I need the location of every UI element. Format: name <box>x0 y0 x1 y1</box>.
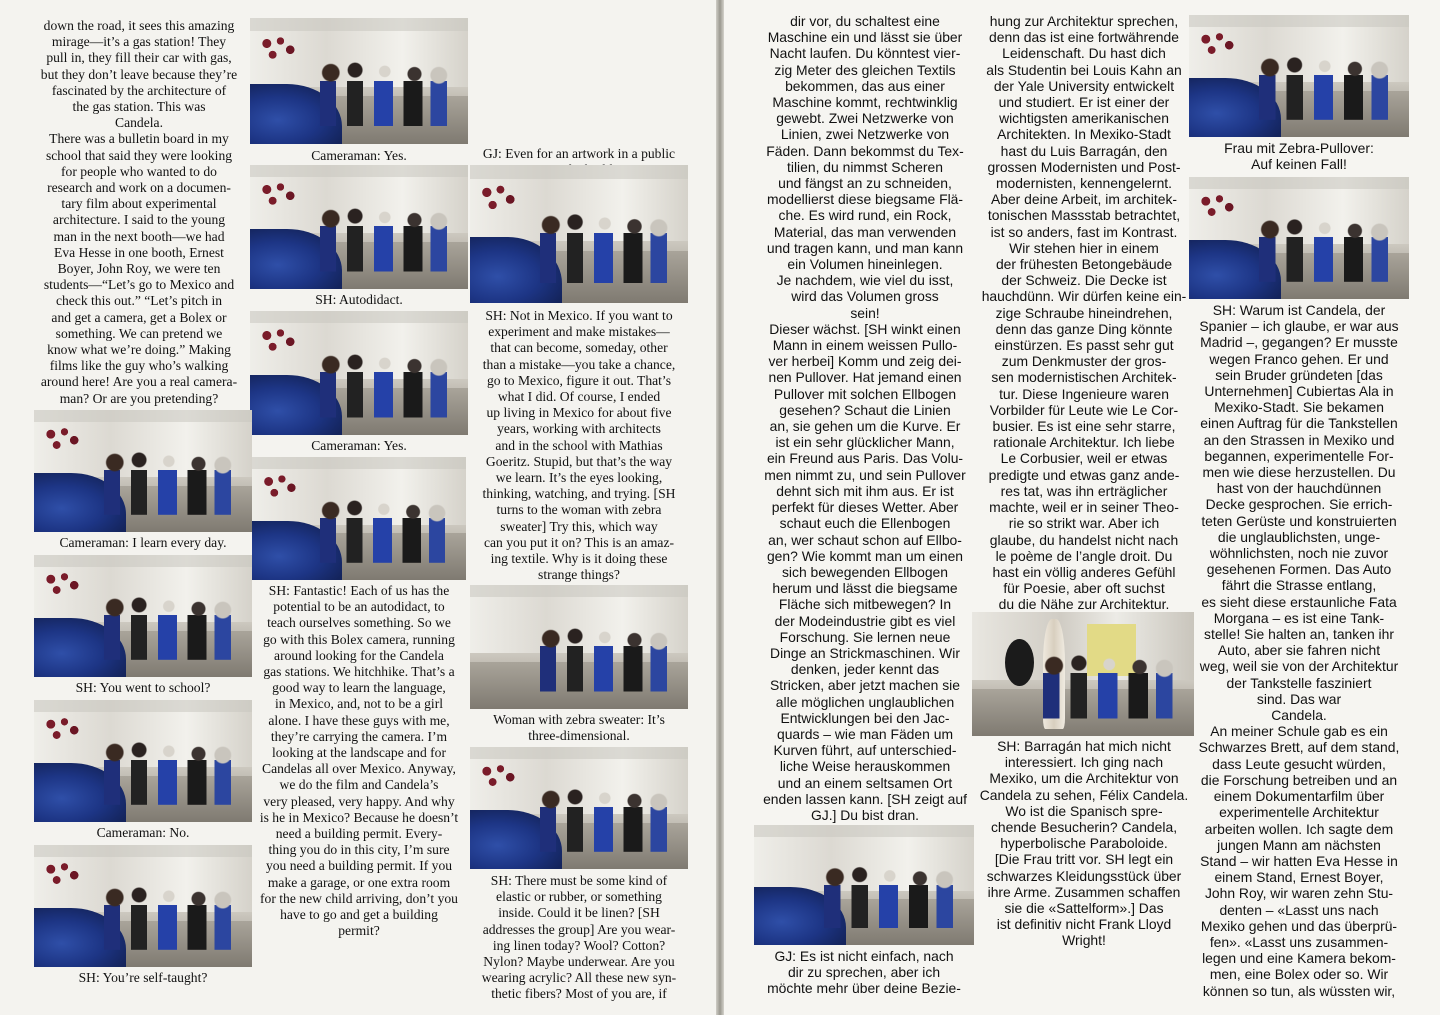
photo-group-4 <box>34 410 252 532</box>
photo-group-12 <box>754 825 974 945</box>
left-column-text-1: down the road, it sees this amazing mirage—it’s a gas station! They pull in, they fill their car with gas, but they don’t leave because they’re fascinated by the architecture of the gas station. This was Candela. There was a bulletin board in my school that said they were looking for people who wanted to do research and work on a documen- tary film about experimental architecture. I said to the young man in the next booth—we had Eva Hesse in one booth, Ernest Boyer, John Roy, we were ten students—“Let’s go to Mexico and check this out.” “Let’s pitch in and get a camera, get a Bolex or something. We can pretend we know what we’re doing.” Making films like the guy who’s walking around here! Are you a real camera- man? Or are you pretending? <box>40 18 238 406</box>
photo-group-9 <box>470 165 688 303</box>
caption: Cameraman: No. <box>96 825 190 840</box>
photo-group-5 <box>252 457 466 580</box>
caption: Woman with zebra sweater: It’s three-dimensional. <box>493 712 665 744</box>
photo-group-8 <box>34 845 252 967</box>
caption: Cameraman: Yes. <box>311 148 407 163</box>
photo-installation <box>972 612 1194 736</box>
photo-group-11 <box>470 747 688 869</box>
caption: SH: You’re self-taught? <box>78 970 208 985</box>
photo-group-13 <box>1189 15 1409 137</box>
right-column-text-2: hung zur Architektur sprechen, denn das ist eine fortwährende Leidenschaft. Du hast dich als Studentin bei Louis Kahn an der Yale University entwickelt und studiert. Er ist einer der wichtigsten amerikanischen Architekten. In Mexiko-Stadt hast du Luis Barragán, den grossen Modernisten und Post- modernisten, kennengelernt. Aber deine Arbeit, im architek- tonischen Massstab betrachtet, ist so anders, fast im Kontrast. Wir stehen hier in einem der frühesten Betongebäude der Schweiz. Die Decke ist hauchdünn. Wir dürfen keine ein- zige Schraube hineindrehen, denn das ganze Ding könnte einstürzen. Es passt sehr gut zum Denkmuster der gros- sen modernistischen Architek- tur. Diese Ingenieure waren Vorbilder für Leute wie Le Cor- busier. Es ist eine sehr starre, rationale Architektur. Ich liebe Le Corbusier, weil er etwas predigte und etwas ganz ande- res tat, was ihn erträglicher machte, weil er in seiner Theo- rie so strikt war. Aber ich glaube, du handelst nicht nach le poème de l’angle droit. Du hast ein völlig anderes Gefühl für Poesie, aber oft suchst du die Nähe zur Architektur. <box>981 13 1187 613</box>
left-column-text-2: SH: Fantastic! Each of us has the potential to be an autodidact, to teach ourselves something. So we go with this Bolex camera, running around looking for the Candela gas stations. We hitchhike. That’s a good way to learn the language, in Mexico, and, not to be a girl alone. I have these guys with me, they’re carrying the camera. I’m looking at the landscape and for Candelas all over Mexico. Anyway, we do the film and Candela’s very pleased, very happy. And why is he in Mexico? Because he doesn’t need a building permit. Every- thing you do in this city, I’m sure you need a building permit. If you make a garage, or one extra room for the new child arriving, don’t you have to go and get a building permit? <box>259 583 459 939</box>
left-column-text-3: GJ: Even for an artwork in a public <box>482 146 676 161</box>
caption: Cameraman: I learn every day. <box>59 535 227 550</box>
right-column-text-4: SH: Warum ist Candela, der Spanier – ich glaube, er war aus Madrid –, gegangen? Er musste wegen Franco gehen. Er und sein Bruder gründeten [das Unternehmen] Cubiertas Ala in Mexiko-Stadt. Sie bekamen einen Auftrag für die Tankstellen an den Strassen in Mexiko und begannen, experimentelle For- men wie diese herzustellen. Du hast von der hauchdünnen Decke gesprochen. Sie errich- teten Gerüste und konstruierten die unglaublichsten, unge- wöhnlichsten, noch nie zuvor gesehenen Formen. Das Auto fährt die Strasse entlang, es sieht diese erstaunliche Fata Morgana – es ist eine Tank- stelle! Sie halten an, tanken ihr Auto, aber sie fahren nicht weg, weil sie von der Architektur der Tankstelle fasziniert sind. Das war Candela. An meiner Schule gab es ein Schwarzes Brett, auf dem stand, dass Leute gesucht würden, die Forschung betreiben und an einem Dokumentarfilm über experimentelle Architektur arbeiten wollen. Ich sagte dem jungen Mann am nächsten Stand – wir hatten Eva Hesse in einem Stand, Ernest Boyer, John Roy, wir waren zehn Stu- denten – «Lasst uns nach Mexiko gehen und das überprü- fen». «Lasst uns zusammen- legen und eine Kamera bekom- men, eine Bolex oder so. Wir können so tun, als wüssten wir, <box>1198 302 1400 999</box>
left-column-text-5: SH: There must be some kind of elastic or rubber, or something inside. Could it be linen? [SH addresses the group] Are you wear- ing linen today? Wool? Cotton? Nylon? Maybe underwear. Are you wearing acrylic? All these new syn- thetic fibers? Most of you are, if <box>481 873 677 1002</box>
book-gutter <box>716 0 724 1015</box>
photo-group-2 <box>250 165 468 289</box>
photo-group-3 <box>250 311 468 435</box>
right-page <box>724 0 1440 1015</box>
photo-group-6 <box>34 555 252 677</box>
caption: SH: Autodidact. <box>315 292 403 307</box>
photo-group-7 <box>34 700 252 822</box>
photo-group-10 <box>470 585 688 709</box>
right-column-text-1: dir vor, du schaltest eine Maschine ein und lässt sie über Nacht laufen. Du könntest vier- zig Meter des gleichen Textils bekommen, das aus einer Maschine kommt, rechtwinklig gewebt. Zwei Netzwerke von Linien, zwei Netzwerke von Fäden. Dann bekommst du Tex- tilien, du nimmst Scheren und fängst an zu schneiden, modellierst diese biegsame Flä- che. Es wird rund, ein Rock, Material, das man verwenden und tragen kann, und man kann ein Volumen hineinlegen. Je nachdem, wie viel du isst, wird das Volumen gross sein! Dieser wächst. [SH winkt einen Mann in einem weissen Pullo- ver herbei] Komm und zeig dei- nen Pullover. Hat jemand einen Pullover mit solchen Ellbogen gesehen? Schaut die Linien an, sie gehen um die Kurve. Er ist ein sehr glücklicher Mann, ein Freund aus Paris. Das Volu- men nimmt zu, und sein Pullover dehnt sich mit ihm aus. Er ist perfekt für dieses Wetter. Aber schaut euch die Ellenbogen an, wer schaut schon auf Ellbo- gen? Wie kommt man um einen sich bewegenden Ellbogen herum und lässt die biegsame Fläche sich mitbewegen? In der Modeindustrie gibt es viel Forschung. Sie lernen neue Dinge an Strickmaschinen. Wir denken, jeder kennt das Stricken, aber jetzt machen sie alle möglichen unglaublichen Entwicklungen bei den Jac- quards – wie man Fäden um Kurven führt, auf unterschied- liche Weise herauskommen und an einem seltsamen Ort enden lassen kann. [SH zeigt auf GJ.] Du bist dran. <box>763 13 967 823</box>
caption: Frau mit Zebra-Pullover: Auf keinen Fall! <box>1224 140 1374 173</box>
left-column-text-4: SH: Not in Mexico. If you want to experiment and make mistakes— that can become, someday, other than a mistake—you take a chance, go to Mexico, figure it out. That’s what I did. Of course, I ended up living in Mexico for about five years, working with architects and in the school with Mathias Goeritz. Stupid, but that’s the way we learn. It’s the eyes looking, thinking, watching, and trying. [SH turns to the woman with zebra sweater] Try this, which way can you put it on? This is an amaz- ing textile. Why is it doing these strange things? <box>482 308 676 583</box>
left-page <box>0 0 716 1015</box>
caption: SH: You went to school? <box>75 680 211 695</box>
right-column-text-3: SH: Barragán hat mich nicht interessiert. Ich ging nach Mexiko, um die Architektur von Candela zu sehen, Félix Candela. Wo ist die Spanisch spre- chende Besucherin? Candela, hyperbolische Paraboloide. [Die Frau tritt vor. SH legt ein schwarzes Kleidungsstück über ihre Arme. Zusammen schaffen sie die «Sattelform».] Das ist definitiv nicht Frank Lloyd Wright! <box>979 738 1189 949</box>
caption: GJ: Es ist nicht einfach, nach dir zu sprechen, aber ich möchte mehr über deine Bezie- <box>767 948 961 997</box>
photo-group-1 <box>250 18 468 144</box>
photo-group-14 <box>1189 177 1409 299</box>
caption: Cameraman: Yes. <box>311 438 407 453</box>
